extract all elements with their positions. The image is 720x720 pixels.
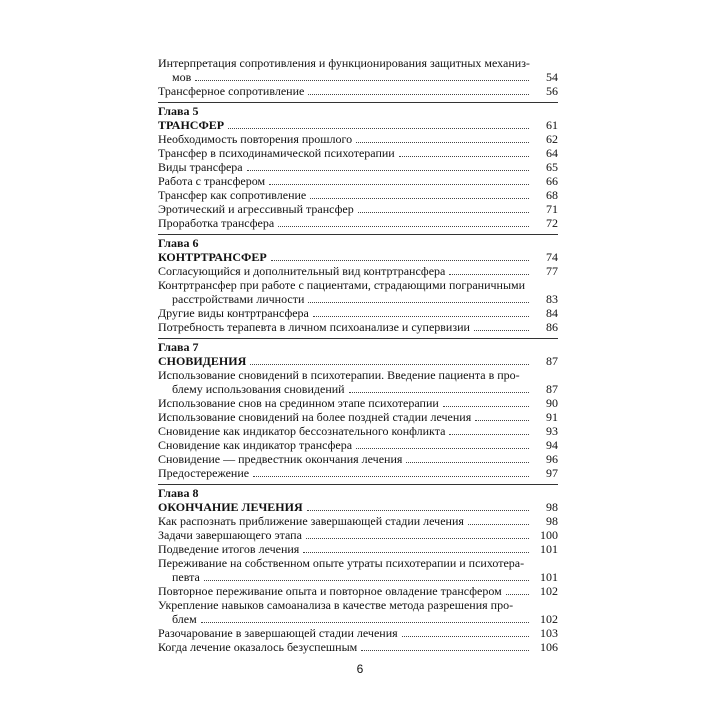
toc-page-number: 84 bbox=[546, 306, 558, 320]
toc-entry-line bbox=[158, 132, 558, 146]
toc-entry-title: Проработка трансфера bbox=[158, 216, 275, 230]
toc-entry-title: Подведение итогов лечения bbox=[158, 542, 300, 556]
toc-entry-line bbox=[158, 216, 558, 230]
dot-leader bbox=[308, 302, 529, 303]
toc-entry-line bbox=[158, 264, 558, 278]
toc-page-number: 65 bbox=[546, 160, 558, 174]
toc-entry bbox=[158, 320, 558, 334]
toc-page-number: 86 bbox=[546, 320, 558, 334]
toc-entry-line bbox=[158, 640, 558, 654]
chapter-title: ТРАНСФЕР bbox=[158, 118, 225, 132]
dot-leader bbox=[399, 156, 529, 157]
toc-entry-title: Когда лечение оказалось безуспешным bbox=[158, 640, 358, 654]
toc-entry bbox=[158, 132, 558, 146]
toc-entry bbox=[158, 306, 558, 320]
toc-page-number: 102 bbox=[540, 612, 558, 626]
toc-entry bbox=[158, 598, 558, 626]
toc-entry bbox=[158, 368, 558, 396]
dot-leader bbox=[310, 198, 529, 199]
toc-entry-line bbox=[158, 70, 558, 84]
page-number: 6 bbox=[356, 662, 364, 676]
toc-entry-line bbox=[158, 84, 558, 98]
toc-entry bbox=[158, 452, 558, 466]
toc-entry-text: Укрепление навыков самоанализа в качестве метода разрешения про- bbox=[158, 598, 514, 612]
dot-leader bbox=[306, 538, 529, 539]
toc-page-number: 96 bbox=[546, 452, 558, 466]
toc-page-number: 66 bbox=[546, 174, 558, 188]
chapter-title-line bbox=[158, 354, 558, 368]
chapter-page-number: 98 bbox=[546, 500, 558, 514]
toc-entry bbox=[158, 188, 558, 202]
toc-entry-line bbox=[158, 570, 558, 584]
toc-entry-title: Сновидение как индикатор бессознательного конфликта bbox=[158, 424, 446, 438]
chapter-label: Глава 6 bbox=[158, 236, 199, 250]
toc-entry-line bbox=[158, 410, 558, 424]
chapter-title: ОКОНЧАНИЕ ЛЕЧЕНИЯ bbox=[158, 500, 303, 514]
toc-page-number: 100 bbox=[540, 528, 558, 542]
dot-leader bbox=[356, 142, 529, 143]
toc-entry-title: Задачи завершающего этапа bbox=[158, 528, 302, 542]
toc-entry-line bbox=[158, 146, 558, 160]
dot-leader bbox=[204, 580, 529, 581]
chapter-label: Глава 7 bbox=[158, 340, 199, 354]
toc-page-number: 83 bbox=[546, 292, 558, 306]
toc-page-number: 54 bbox=[546, 70, 558, 84]
toc-entry-title: Предостережение bbox=[158, 466, 250, 480]
toc-entry-line bbox=[158, 320, 558, 334]
toc-entry bbox=[158, 584, 558, 598]
toc-entry bbox=[158, 216, 558, 230]
toc-entry bbox=[158, 56, 558, 84]
toc-entry-title: блему использования сновидений bbox=[172, 382, 345, 396]
toc-entry-line bbox=[158, 514, 558, 528]
chapter-title: КОНТРТРАНСФЕР bbox=[158, 250, 267, 264]
chapter-title-line bbox=[158, 250, 558, 264]
toc-page-number: 90 bbox=[546, 396, 558, 410]
chapter-section bbox=[158, 234, 558, 334]
toc-page-number: 102 bbox=[540, 584, 558, 598]
toc-entry bbox=[158, 160, 558, 174]
toc-page-number: 56 bbox=[546, 84, 558, 98]
toc-entry bbox=[158, 514, 558, 528]
toc-page-number: 101 bbox=[540, 542, 558, 556]
toc-entry bbox=[158, 438, 558, 452]
toc-page-number: 64 bbox=[546, 146, 558, 160]
dot-leader bbox=[313, 316, 529, 317]
toc-page-number: 98 bbox=[546, 514, 558, 528]
chapter-title-line bbox=[158, 118, 558, 132]
toc-entry-title: Другие виды контртрансфера bbox=[158, 306, 309, 320]
dot-leader bbox=[506, 594, 529, 595]
toc-entry-title: Виды трансфера bbox=[158, 160, 243, 174]
toc-entry-line bbox=[158, 612, 558, 626]
dot-leader bbox=[253, 476, 529, 477]
toc-entry bbox=[158, 174, 558, 188]
toc-page-number: 62 bbox=[546, 132, 558, 146]
chapter-section bbox=[158, 484, 558, 654]
toc-entry-title: расстройствами личности bbox=[172, 292, 305, 306]
toc-entry-text: Интерпретация сопротивления и функционирования защитных механиз- bbox=[158, 56, 530, 70]
toc-entry-title: блем bbox=[172, 612, 197, 626]
dot-leader bbox=[307, 510, 529, 511]
toc-entry-text: Использование сновидений в психотерапии. Введение пациента в про- bbox=[158, 368, 520, 382]
toc-entry bbox=[158, 424, 558, 438]
dot-leader bbox=[406, 462, 529, 463]
toc-entry-line bbox=[158, 584, 558, 598]
toc-entry-title: Сновидение — предвестник окончания лечения bbox=[158, 452, 403, 466]
toc-entry-line bbox=[158, 542, 558, 556]
toc-entry bbox=[158, 146, 558, 160]
toc-page-number: 71 bbox=[546, 202, 558, 216]
toc-entry-line bbox=[158, 528, 558, 542]
dot-leader bbox=[402, 636, 529, 637]
toc-entry bbox=[158, 264, 558, 278]
dot-leader bbox=[449, 434, 529, 435]
toc-entry-line bbox=[158, 202, 558, 216]
toc-entry-title: певта bbox=[172, 570, 200, 584]
toc-entry bbox=[158, 202, 558, 216]
toc-entry-title: Необходимость повторения прошлого bbox=[158, 132, 353, 146]
toc-page-number: 97 bbox=[546, 466, 558, 480]
toc-page-number: 106 bbox=[540, 640, 558, 654]
toc-entry-title: Эротический и агрессивный трансфер bbox=[158, 202, 354, 216]
toc-page-number: 101 bbox=[540, 570, 558, 584]
dot-leader bbox=[228, 128, 529, 129]
chapter-title: СНОВИДЕНИЯ bbox=[158, 354, 247, 368]
dot-leader bbox=[271, 260, 529, 261]
toc-entry-line bbox=[158, 174, 558, 188]
toc-entry-line bbox=[158, 188, 558, 202]
toc-entry-title: Работа с трансфером bbox=[158, 174, 266, 188]
dot-leader bbox=[474, 330, 529, 331]
dot-leader bbox=[475, 420, 529, 421]
toc-entry-title: Как распознать приближение завершающей стадии лечения bbox=[158, 514, 464, 528]
toc-page-number: 72 bbox=[546, 216, 558, 230]
dot-leader bbox=[443, 406, 529, 407]
dot-leader bbox=[356, 448, 529, 449]
toc-entry bbox=[158, 528, 558, 542]
toc-entry-line bbox=[158, 306, 558, 320]
dot-leader bbox=[250, 364, 529, 365]
toc-entry bbox=[158, 556, 558, 584]
dot-leader bbox=[278, 226, 529, 227]
dot-leader bbox=[361, 650, 529, 651]
chapter-page-number: 61 bbox=[546, 118, 558, 132]
dot-leader bbox=[358, 212, 529, 213]
toc-entry bbox=[158, 466, 558, 480]
toc-entry bbox=[158, 410, 558, 424]
toc-entry-text: Переживание на собственном опыте утраты психотерапии и психотера- bbox=[158, 556, 525, 570]
chapter-title-line bbox=[158, 500, 558, 514]
toc-entry-title: Использование снов на срединном этапе психотерапии bbox=[158, 396, 439, 410]
toc-page-number: 103 bbox=[540, 626, 558, 640]
dot-leader bbox=[247, 170, 529, 171]
toc-entry-line bbox=[158, 292, 558, 306]
toc-entry bbox=[158, 396, 558, 410]
dot-leader bbox=[269, 184, 529, 185]
dot-leader bbox=[449, 274, 529, 275]
toc-entry bbox=[158, 542, 558, 556]
chapter-label: Глава 5 bbox=[158, 104, 199, 118]
toc-entry-line bbox=[158, 626, 558, 640]
toc-entry-title: Повторное переживание опыта и повторное овладение трансфером bbox=[158, 584, 502, 598]
chapter-section bbox=[158, 102, 558, 230]
toc-entry-title: Согласующийся и дополнительный вид контртрансфера bbox=[158, 264, 446, 278]
toc-entry-title: Трансфер в психодинамической психотерапии bbox=[158, 146, 395, 160]
toc-entry bbox=[158, 640, 558, 654]
dot-leader bbox=[308, 94, 529, 95]
toc-entry-text: Контртрансфер при работе с пациентами, страдающими пограничными bbox=[158, 278, 526, 292]
toc-entry bbox=[158, 84, 558, 98]
toc-entry-title: мов bbox=[172, 70, 192, 84]
toc-page-number: 77 bbox=[546, 264, 558, 278]
chapter-page-number: 74 bbox=[546, 250, 558, 264]
toc-page-number: 93 bbox=[546, 424, 558, 438]
toc-entry-title: Потребность терапевта в личном психоанализе и супервизии bbox=[158, 320, 470, 334]
toc-entry bbox=[158, 626, 558, 640]
dot-leader bbox=[303, 552, 529, 553]
toc-entry-title: Разочарование в завершающей стадии лечения bbox=[158, 626, 398, 640]
toc-page-number: 87 bbox=[546, 382, 558, 396]
chapter-label: Глава 8 bbox=[158, 486, 199, 500]
dot-leader bbox=[468, 524, 529, 525]
dot-leader bbox=[195, 80, 529, 81]
dot-leader bbox=[201, 622, 529, 623]
toc-entry-line bbox=[158, 452, 558, 466]
toc-entry-line bbox=[158, 466, 558, 480]
chapter-section bbox=[158, 338, 558, 480]
toc-entry-title: Трансфер как сопротивление bbox=[158, 188, 307, 202]
toc-page-number: 91 bbox=[546, 410, 558, 424]
toc-entry-title: Трансферное сопротивление bbox=[158, 84, 305, 98]
toc-entry-line bbox=[158, 160, 558, 174]
toc-entry-line bbox=[158, 382, 558, 396]
toc-page-number: 94 bbox=[546, 438, 558, 452]
toc-entry-line bbox=[158, 438, 558, 452]
toc-entry-line bbox=[158, 424, 558, 438]
toc-entry bbox=[158, 278, 558, 306]
toc-entry-title: Использование сновидений на более поздней стадии лечения bbox=[158, 410, 472, 424]
toc-page-number: 68 bbox=[546, 188, 558, 202]
chapter-page-number: 87 bbox=[546, 354, 558, 368]
toc-entry-title: Сновидение как индикатор трансфера bbox=[158, 438, 353, 452]
toc-entry-line bbox=[158, 396, 558, 410]
table-of-contents bbox=[158, 56, 558, 654]
dot-leader bbox=[349, 392, 529, 393]
